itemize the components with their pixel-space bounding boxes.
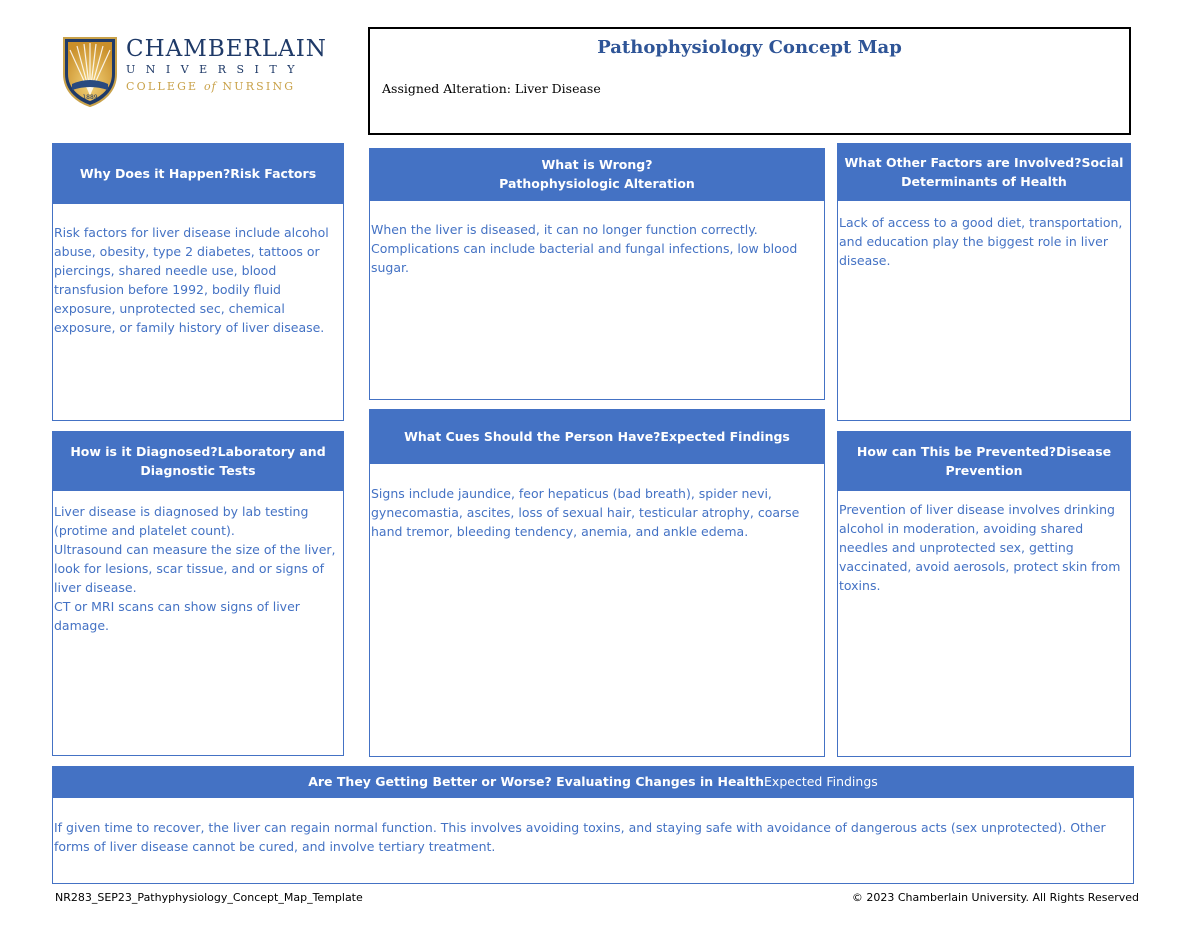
- risk-factors-body: [52, 203, 344, 421]
- logo-college-b: NURSING: [222, 80, 296, 93]
- logo-wordmark: CHAMBERLAIN: [126, 36, 327, 62]
- pathophysiology-heading-line1: What is Wrong?: [541, 157, 653, 172]
- footer-template-name: NR283_SEP23_Pathyphysiology_Concept_Map_Template: [55, 891, 363, 904]
- pathophysiology-text: When the liver is diseased, it can no longer function correctly. Complications can include bacterial and fungal infections, low blood sugar.: [371, 222, 798, 275]
- diagnostics-text-2: Ultrasound can measure the size of the liver, look for lesions, scar tissue, and or signs of liver disease.: [54, 542, 336, 595]
- evaluation-text: If given time to recover, the liver can regain normal function. This involves avoiding toxins, and staying safe with avoidance of dangerous acts (sex unprotected). Other forms of liver disease cannot be cured, and involve tertiary treatment.: [54, 820, 1106, 854]
- diagnostics-body: [52, 490, 344, 756]
- pathophysiology-heading-line2: Pathophysiologic Alteration: [499, 176, 695, 191]
- pathophysiology-body: [369, 200, 825, 400]
- diagnostics-text-1: Liver disease is diagnosed by lab testing (protime and platelet count).: [54, 504, 309, 538]
- diagnostics-heading-line1: How is it Diagnosed?Laboratory and: [70, 443, 326, 459]
- social-determinants-body: [837, 200, 1131, 421]
- prevention-text: Prevention of liver disease involves drinking alcohol in moderation, avoiding shared needles and unprotected sex, getting vaccinated, avoid aerosols, protect skin from toxins.: [839, 502, 1121, 593]
- social-determinants-header: [837, 143, 1131, 200]
- social-determinants-heading-line1: What Other Factors are Involved?Social: [844, 154, 1124, 170]
- expected-findings-text: Signs include jaundice, feor hepaticus (bad breath), spider nevi, gynecomastia, ascites, loss of sexual hair, testicular atrophy, coarse hand tremor, bleeding tendency, anemia, and ankle edema.: [371, 486, 800, 539]
- seal-year: 1889: [82, 94, 98, 101]
- logo-university: UNIVERSITY: [126, 63, 305, 76]
- prevention-heading-line2: Prevention: [945, 462, 1023, 478]
- risk-factors-heading: Why Does it Happen?Risk Factors: [79, 165, 317, 181]
- risk-factors-header: [52, 143, 344, 203]
- title-box: [368, 27, 1131, 135]
- evaluation-heading-bold: Are They Getting Better or Worse? Evaluating Changes in Health: [308, 774, 765, 789]
- footer-copyright: © 2023 Chamberlain University. All Rights Reserved: [851, 891, 1139, 904]
- logo-college: [126, 80, 295, 93]
- logo-college-a: COLLEGE: [126, 80, 199, 93]
- evaluation-heading-normal: Expected Findings: [764, 774, 878, 789]
- pathophysiology-header: [369, 148, 825, 200]
- expected-findings-heading: What Cues Should the Person Have?Expected Findings: [404, 428, 790, 444]
- assigned-alteration: Assigned Alteration: Liver Disease: [382, 81, 601, 96]
- expected-findings-header: [369, 409, 825, 463]
- prevention-header: [837, 431, 1131, 490]
- social-determinants-text: Lack of access to a good diet, transportation, and education play the biggest role in liver disease.: [839, 215, 1123, 268]
- social-determinants-heading-line2: Determinants of Health: [901, 173, 1067, 189]
- chamberlain-logo: [62, 36, 327, 108]
- prevention-body: [837, 490, 1131, 757]
- page-title: Pathophysiology Concept Map: [597, 37, 902, 58]
- prevention-heading-line1: How can This be Prevented?Disease: [856, 443, 1112, 459]
- logo-college-of: of: [204, 80, 217, 93]
- diagnostics-heading-line2: Diagnostic Tests: [140, 462, 256, 478]
- risk-factors-text: Risk factors for liver disease include alcohol abuse, obesity, type 2 diabetes, tattoos or piercings, shared needle use, blood transfusion before 1992, bodily fluid exposure, unprotected sec, chemical exposure, or family history of liver disease.: [54, 225, 329, 335]
- shield-crest-icon: [62, 36, 118, 108]
- evaluation-header: [52, 766, 1134, 797]
- diagnostics-text-3: CT or MRI scans can show signs of liver damage.: [54, 599, 300, 633]
- evaluation-body: [52, 797, 1134, 884]
- expected-findings-body: [369, 463, 825, 757]
- diagnostics-header: [52, 431, 344, 490]
